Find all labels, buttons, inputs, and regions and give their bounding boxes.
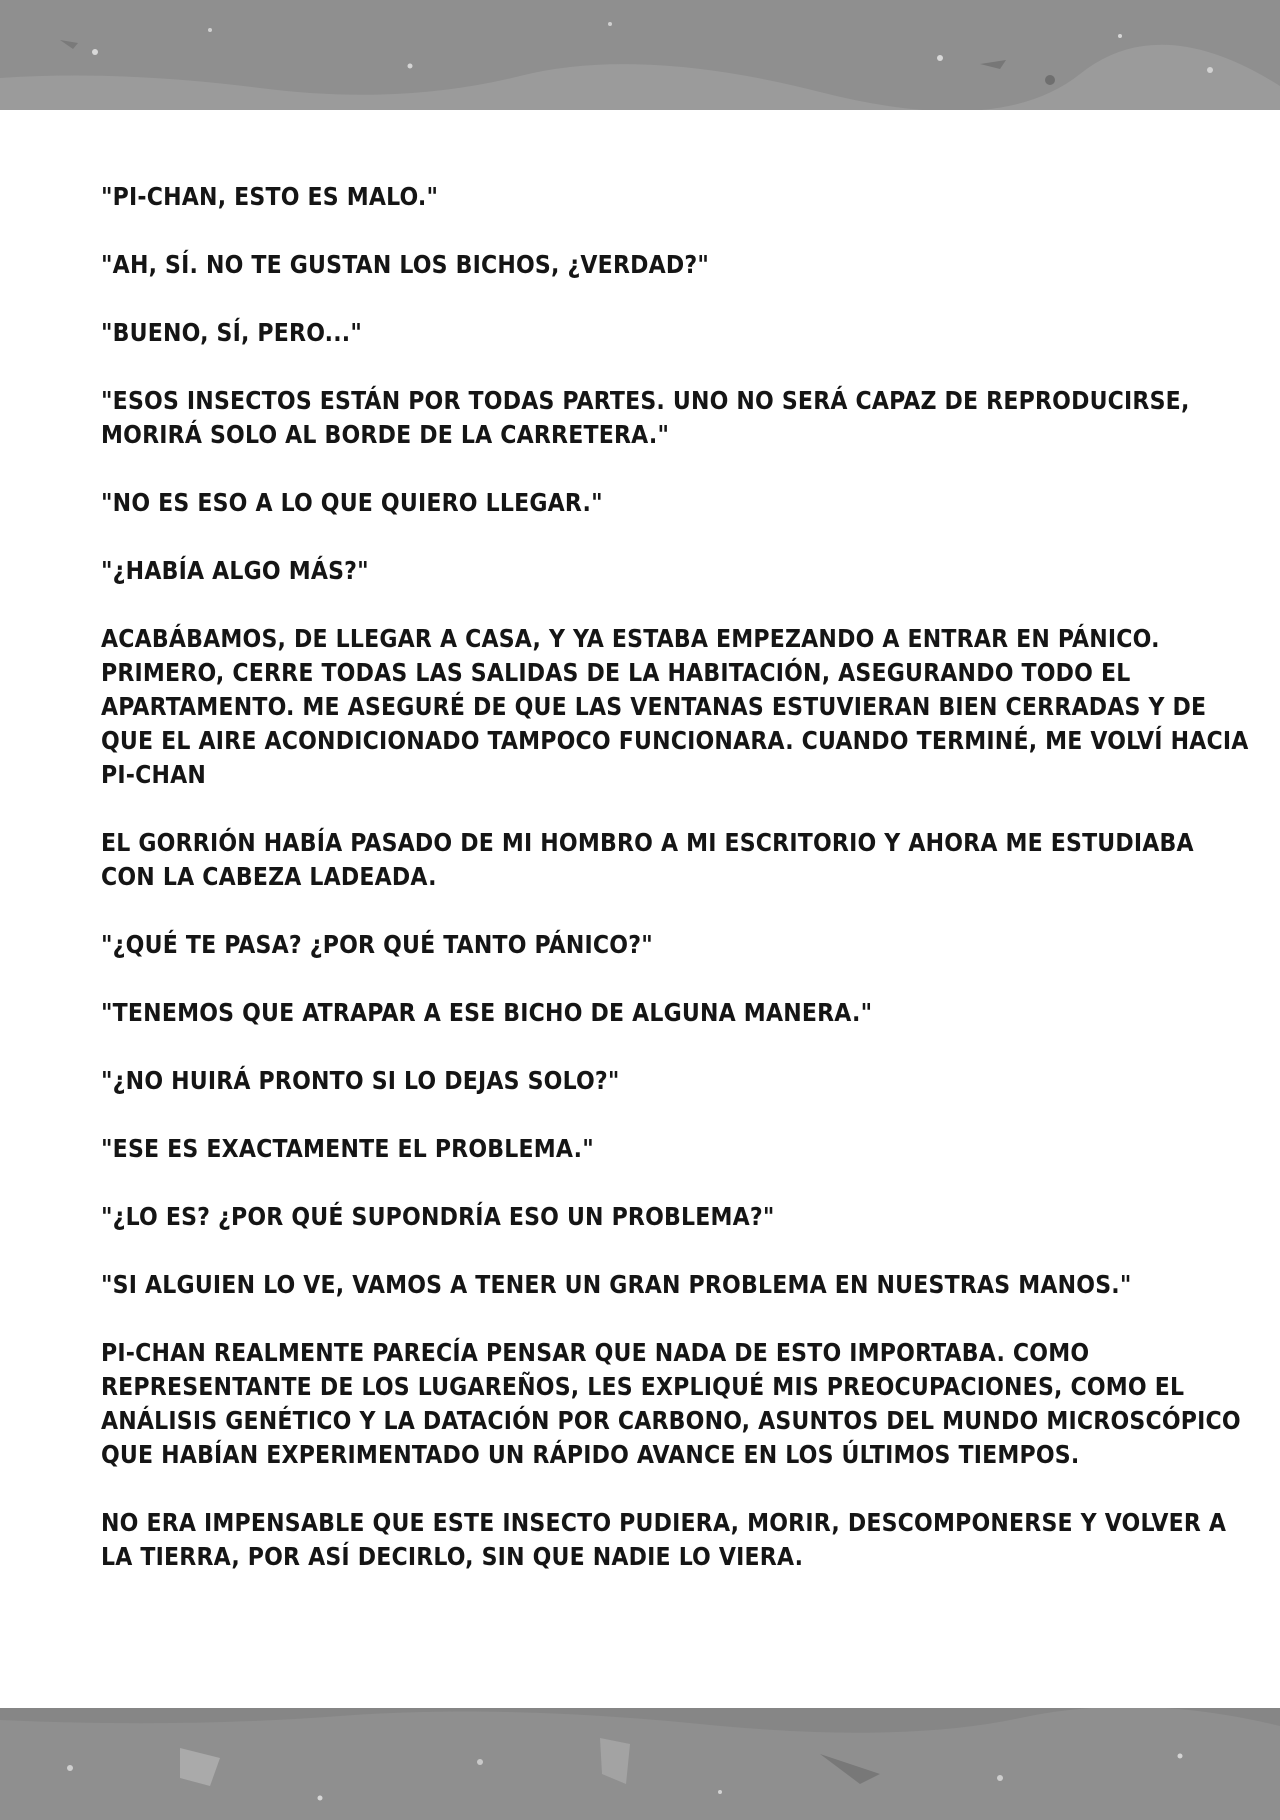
top-grunge-texture xyxy=(0,0,1280,110)
document-body xyxy=(101,180,1251,1608)
paragraph: NO ERA IMPENSABLE QUE ESTE INSECTO PUDIERA, MORIR, DESCOMPONERSE Y VOLVER A LA TIERRA, POR ASÍ DECIRLO, SIN QUE NADIE LO VIERA. xyxy=(101,1508,1227,1571)
paragraph: "¿HABÍA ALGO MÁS?" xyxy=(101,556,369,585)
paragraph: ACABÁBAMOS, DE LLEGAR A CASA, Y YA ESTABA EMPEZANDO A ENTRAR EN PÁNICO. PRIMERO, CERRE TODAS LAS SALIDAS DE LA HABITACIÓN, ASEGURANDO TODO EL APARTAMENTO. ME ASEGURÉ DE QUE LAS VENTANAS ESTUVIERAN BIEN CERRADAS Y DE QUE EL AIRE ACONDICIONADO TAMPOCO FUNCIONARA. CUANDO TERMINÉ, ME VOLVÍ HACIA PI-CHAN xyxy=(101,624,1249,789)
paragraph: "NO ES ESO A LO QUE QUIERO LLEGAR." xyxy=(101,488,603,517)
bottom-grunge-texture xyxy=(0,1708,1280,1820)
paragraph: "¿NO HUIRÁ PRONTO SI LO DEJAS SOLO?" xyxy=(101,1066,620,1095)
paragraph: "ESOS INSECTOS ESTÁN POR TODAS PARTES. UNO NO SERÁ CAPAZ DE REPRODUCIRSE, MORIRÁ SOLO AL BORDE DE LA CARRETERA." xyxy=(101,386,1190,449)
paragraph: "SI ALGUIEN LO VE, VAMOS A TENER UN GRAN PROBLEMA EN NUESTRAS MANOS." xyxy=(101,1270,1132,1299)
paragraph: "¿QUÉ TE PASA? ¿POR QUÉ TANTO PÁNICO?" xyxy=(101,930,653,959)
paragraph: PI-CHAN REALMENTE PARECÍA PENSAR QUE NADA DE ESTO IMPORTABA. COMO REPRESENTANTE DE LOS LUGAREÑOS, LES EXPLIQUÉ MIS PREOCUPACIONES, COMO EL ANÁLISIS GENÉTICO Y LA DATACIÓN POR CARBONO, ASUNTOS DEL MUNDO MICROSCÓPICO QUE HABÍAN EXPERIMENTADO UN RÁPIDO AVANCE EN LOS ÚLTIMOS TIEMPOS. xyxy=(101,1338,1241,1469)
bottom-grunge-band xyxy=(0,1708,1280,1820)
paragraph: "AH, SÍ. NO TE GUSTAN LOS BICHOS, ¿VERDAD?" xyxy=(101,250,710,279)
paragraph: "¿LO ES? ¿POR QUÉ SUPONDRÍA ESO UN PROBLEMA?" xyxy=(101,1202,775,1231)
paragraph: "PI-CHAN, ESTO ES MALO." xyxy=(101,182,439,211)
top-grunge-band xyxy=(0,0,1280,110)
paragraph: EL GORRIÓN HABÍA PASADO DE MI HOMBRO A MI ESCRITORIO Y AHORA ME ESTUDIABA CON LA CABEZA LADEADA. xyxy=(101,828,1194,891)
paragraph: "TENEMOS QUE ATRAPAR A ESE BICHO DE ALGUNA MANERA." xyxy=(101,998,873,1027)
paragraph: "BUENO, SÍ, PERO..." xyxy=(101,318,363,347)
paragraph: "ESE ES EXACTAMENTE EL PROBLEMA." xyxy=(101,1134,594,1163)
